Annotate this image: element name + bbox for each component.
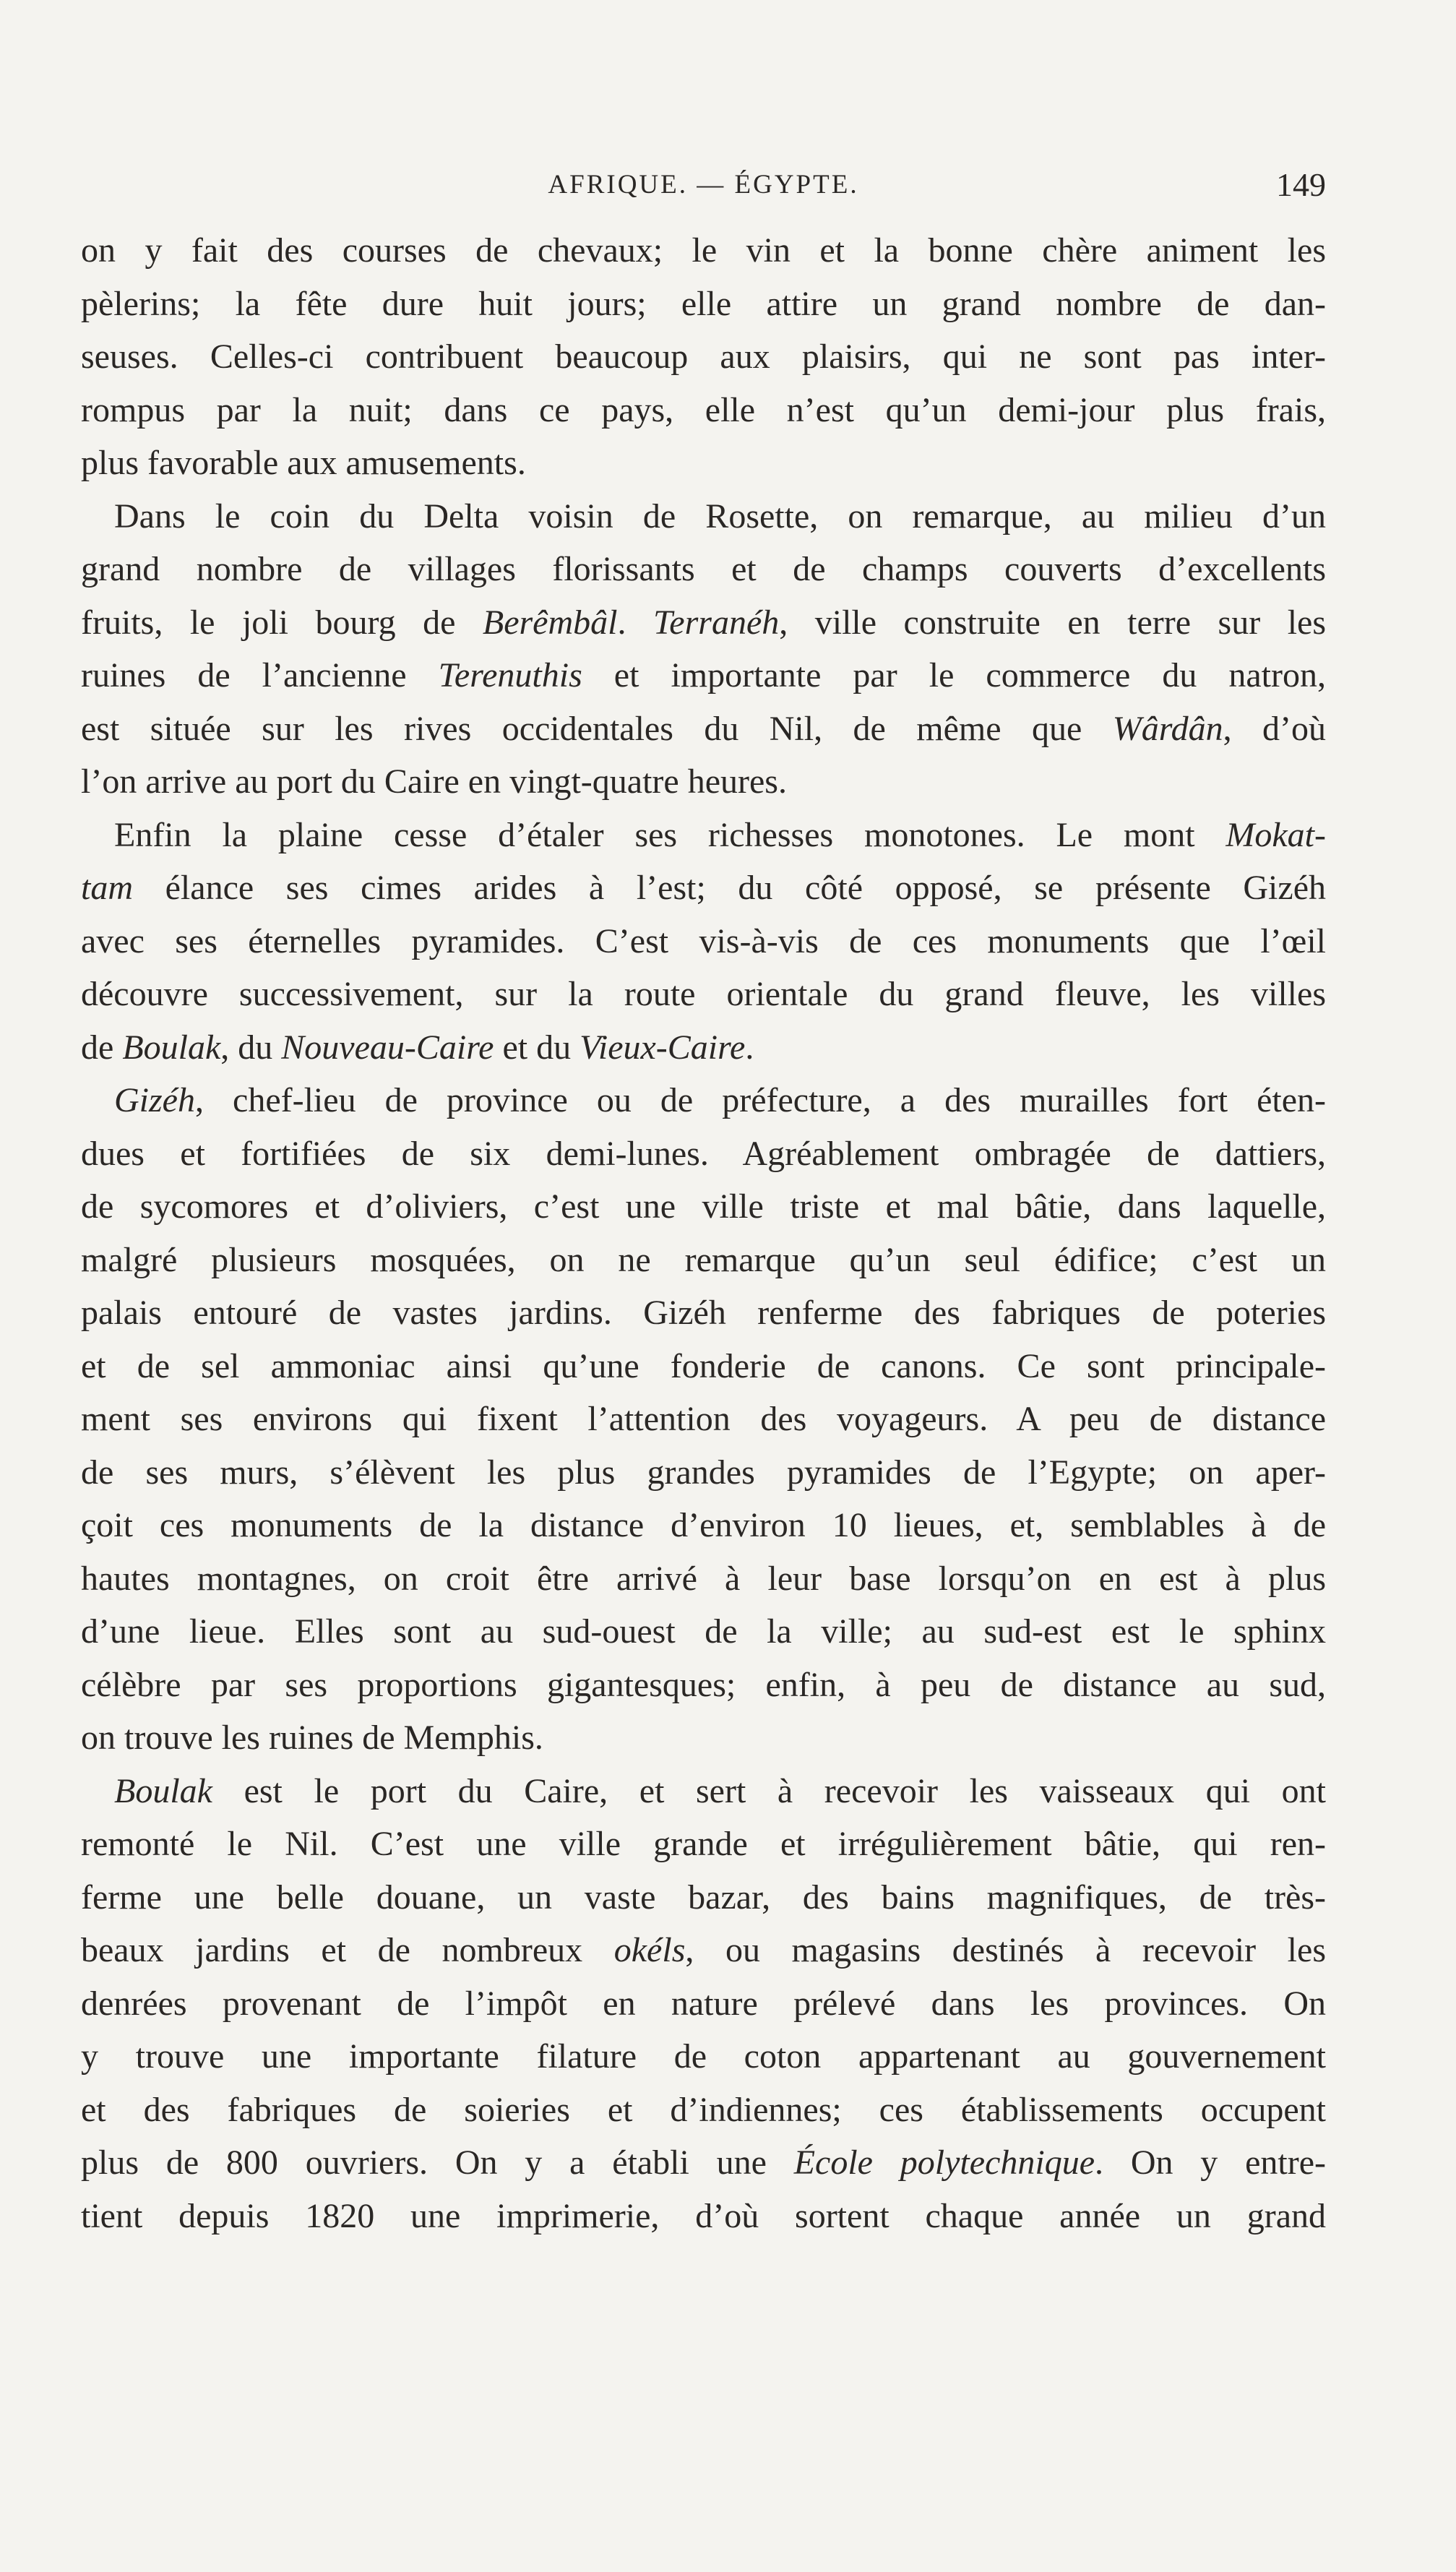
text-line <box>81 1340 1326 1393</box>
text-line <box>81 1499 1326 1552</box>
text-segment: y trouve une importante filature de coton appartenant au gouvernement <box>81 2037 1326 2076</box>
text-segment: palais entouré de vastes jardins. Gizéh renferme des fabriques de poteries <box>81 1294 1326 1332</box>
italic-text-segment: tam <box>81 869 133 907</box>
text-segment: grand nombre de villages florissants et de champs couverts d’excellents <box>81 550 1326 588</box>
text-segment: rompus par la nuit; dans ce pays, elle n’est qu’un demi-jour plus frais, <box>81 390 1326 429</box>
text-line <box>81 543 1326 596</box>
text-line <box>81 1021 1326 1075</box>
italic-text-segment: Wârdân <box>1112 709 1223 748</box>
text-line <box>81 1605 1326 1659</box>
text-segment: ruines de l’ancienne <box>81 656 439 694</box>
text-segment: , ou magasins destinés à recevoir les <box>685 1931 1326 1969</box>
text-line <box>81 809 1326 862</box>
book-page <box>81 0 1326 2572</box>
text-line <box>81 436 1326 490</box>
text-segment: denrées provenant de l’impôt en nature prélevé dans les provinces. On <box>81 1984 1326 2023</box>
text-line <box>81 278 1326 331</box>
running-title: AFRIQUE. — ÉGYPTE. <box>548 170 859 199</box>
text-segment: , chef-lieu de province ou de préfecture, a des murailles fort éten- <box>194 1081 1326 1119</box>
italic-text-segment: Berêmbâl <box>482 603 618 642</box>
text-segment: plus favorable aux amusements. <box>81 444 526 482</box>
text-segment: tient depuis 1820 une imprimerie, d’où sortent chaque année un grand <box>81 2196 1326 2235</box>
text-line <box>81 1234 1326 1287</box>
text-line <box>81 224 1326 278</box>
text-segment: et importante par le commerce du natron, <box>582 656 1326 694</box>
text-line <box>81 968 1326 1021</box>
text-segment: et du <box>494 1028 580 1067</box>
text-segment: . On y entre- <box>1095 2143 1326 2182</box>
text-line <box>81 1659 1326 1712</box>
italic-text-segment: Terranéh <box>652 603 780 642</box>
text-line <box>81 1446 1326 1500</box>
text-segment: , ville construite en terre sur les <box>779 603 1326 642</box>
text-line <box>81 1286 1326 1340</box>
text-segment: seuses. Celles-ci contribuent beaucoup aux plaisirs, qui ne sont pas inter- <box>81 337 1326 376</box>
text-segment: avec ses éternelles pyramides. C’est vis-à-vis de ces monuments que l’œil <box>81 921 1326 960</box>
text-line <box>81 490 1326 543</box>
text-line <box>81 596 1326 650</box>
text-segment: de <box>81 1028 123 1067</box>
text-segment: ferme une belle douane, un vaste bazar, des bains magnifiques, de très- <box>81 1878 1326 1917</box>
italic-text-segment: Boulak <box>114 1771 212 1810</box>
text-line <box>81 1127 1326 1181</box>
text-line <box>81 915 1326 968</box>
text-line <box>81 1180 1326 1234</box>
text-segment: on trouve les ruines de Memphis. <box>81 1719 543 1757</box>
text-segment: de ses murs, s’élèvent les plus grandes pyramides de l’Egypte; on aper- <box>81 1453 1326 1492</box>
text-segment: pèlerins; la fête dure huit jours; elle attire un grand nombre de dan- <box>81 284 1326 323</box>
text-line <box>81 1924 1326 1977</box>
italic-text-segment: École polytechnique <box>793 2143 1095 2182</box>
text-segment: d’une lieue. Elles sont au sud-ouest de la ville; au sud-est est le sphinx <box>81 1612 1326 1651</box>
text-segment: est située sur les rives occidentales du Nil, de même que <box>81 709 1113 748</box>
text-segment: plus de 800 ouvriers. On y a établi une <box>81 2143 794 2182</box>
text-segment: célèbre par ses proportions gigantesques; enfin, à peu de distance au sud, <box>81 1665 1326 1704</box>
text-segment: , du <box>220 1028 282 1067</box>
text-line <box>81 384 1326 437</box>
text-segment: dues et fortifiées de six demi-lunes. Agréablement ombragée de dattiers, <box>81 1134 1326 1173</box>
page-header <box>81 163 1326 207</box>
text-segment: ment ses environs qui fixent l’attention des voyageurs. A peu de distance <box>81 1400 1326 1438</box>
text-line <box>81 2083 1326 2137</box>
text-segment: Enfin la plaine cesse d’étaler ses richesses monotones. Le mont <box>114 815 1226 854</box>
text-segment: hautes montagnes, on croit être arrivé à leur base lorsqu’on en est à plus <box>81 1559 1326 1598</box>
page-number: 149 <box>1276 166 1326 203</box>
text-segment: fruits, le joli bourg de <box>81 603 483 642</box>
text-segment: est le port du Caire, et sert à recevoir les vaisseaux qui ont <box>212 1771 1326 1810</box>
text-line <box>81 702 1326 756</box>
text-line <box>81 861 1326 915</box>
text-segment: et des fabriques de soieries et d’indiennes; ces établissements occupent <box>81 2090 1326 2129</box>
text-line <box>81 1711 1326 1765</box>
text-line <box>81 1074 1326 1127</box>
text-line <box>81 1871 1326 1924</box>
text-segment: . <box>617 603 653 642</box>
italic-text-segment: Vieux-Caire <box>580 1028 746 1067</box>
italic-text-segment: Terenuthis <box>438 656 582 694</box>
text-segment: on y fait des courses de chevaux; le vin et la bonne chère animent les <box>81 231 1326 270</box>
text-line <box>81 755 1326 809</box>
text-line <box>81 2190 1326 2243</box>
text-line <box>81 2030 1326 2083</box>
text-line <box>81 1765 1326 1818</box>
text-segment: et de sel ammoniac ainsi qu’une fonderie de canons. Ce sont principale- <box>81 1346 1326 1385</box>
text-line <box>81 1552 1326 1606</box>
text-segment: beaux jardins et de nombreux <box>81 1931 614 1969</box>
text-segment: élance ses cimes arides à l’est; du côté opposé, se présente Gizéh <box>133 869 1326 907</box>
text-segment: découvre successivement, sur la route orientale du grand fleuve, les villes <box>81 975 1326 1013</box>
text-segment: Dans le coin du Delta voisin de Rosette, on remarque, au milieu d’un <box>114 496 1326 536</box>
italic-text-segment: Nouveau-Caire <box>281 1028 494 1067</box>
text-line <box>81 1818 1326 1871</box>
text-line <box>81 1393 1326 1446</box>
text-line <box>81 1977 1326 2031</box>
body-text <box>81 224 1326 2242</box>
italic-text-segment: okéls <box>613 1931 686 1969</box>
text-segment: malgré plusieurs mosquées, on ne remarque qu’un seul édifice; c’est un <box>81 1240 1326 1279</box>
text-line <box>81 2136 1326 2190</box>
text-segment: çoit ces monuments de la distance d’environ 10 lieues, et, semblables à de <box>81 1506 1326 1544</box>
text-segment: . <box>745 1028 754 1067</box>
text-segment: l’on arrive au port du Caire en vingt-quatre heures. <box>81 762 787 801</box>
text-segment: remonté le Nil. C’est une ville grande et irrégulièrement bâtie, qui ren- <box>81 1825 1326 1863</box>
text-segment: , d’où <box>1223 709 1326 748</box>
text-line <box>81 330 1326 384</box>
text-segment: de sycomores et d’oliviers, c’est une ville triste et mal bâtie, dans laquelle, <box>81 1187 1326 1226</box>
italic-text-segment: Mokat- <box>1225 815 1326 854</box>
italic-text-segment: Boulak <box>122 1028 221 1067</box>
italic-text-segment: Gizéh <box>114 1081 195 1119</box>
text-line <box>81 649 1326 702</box>
